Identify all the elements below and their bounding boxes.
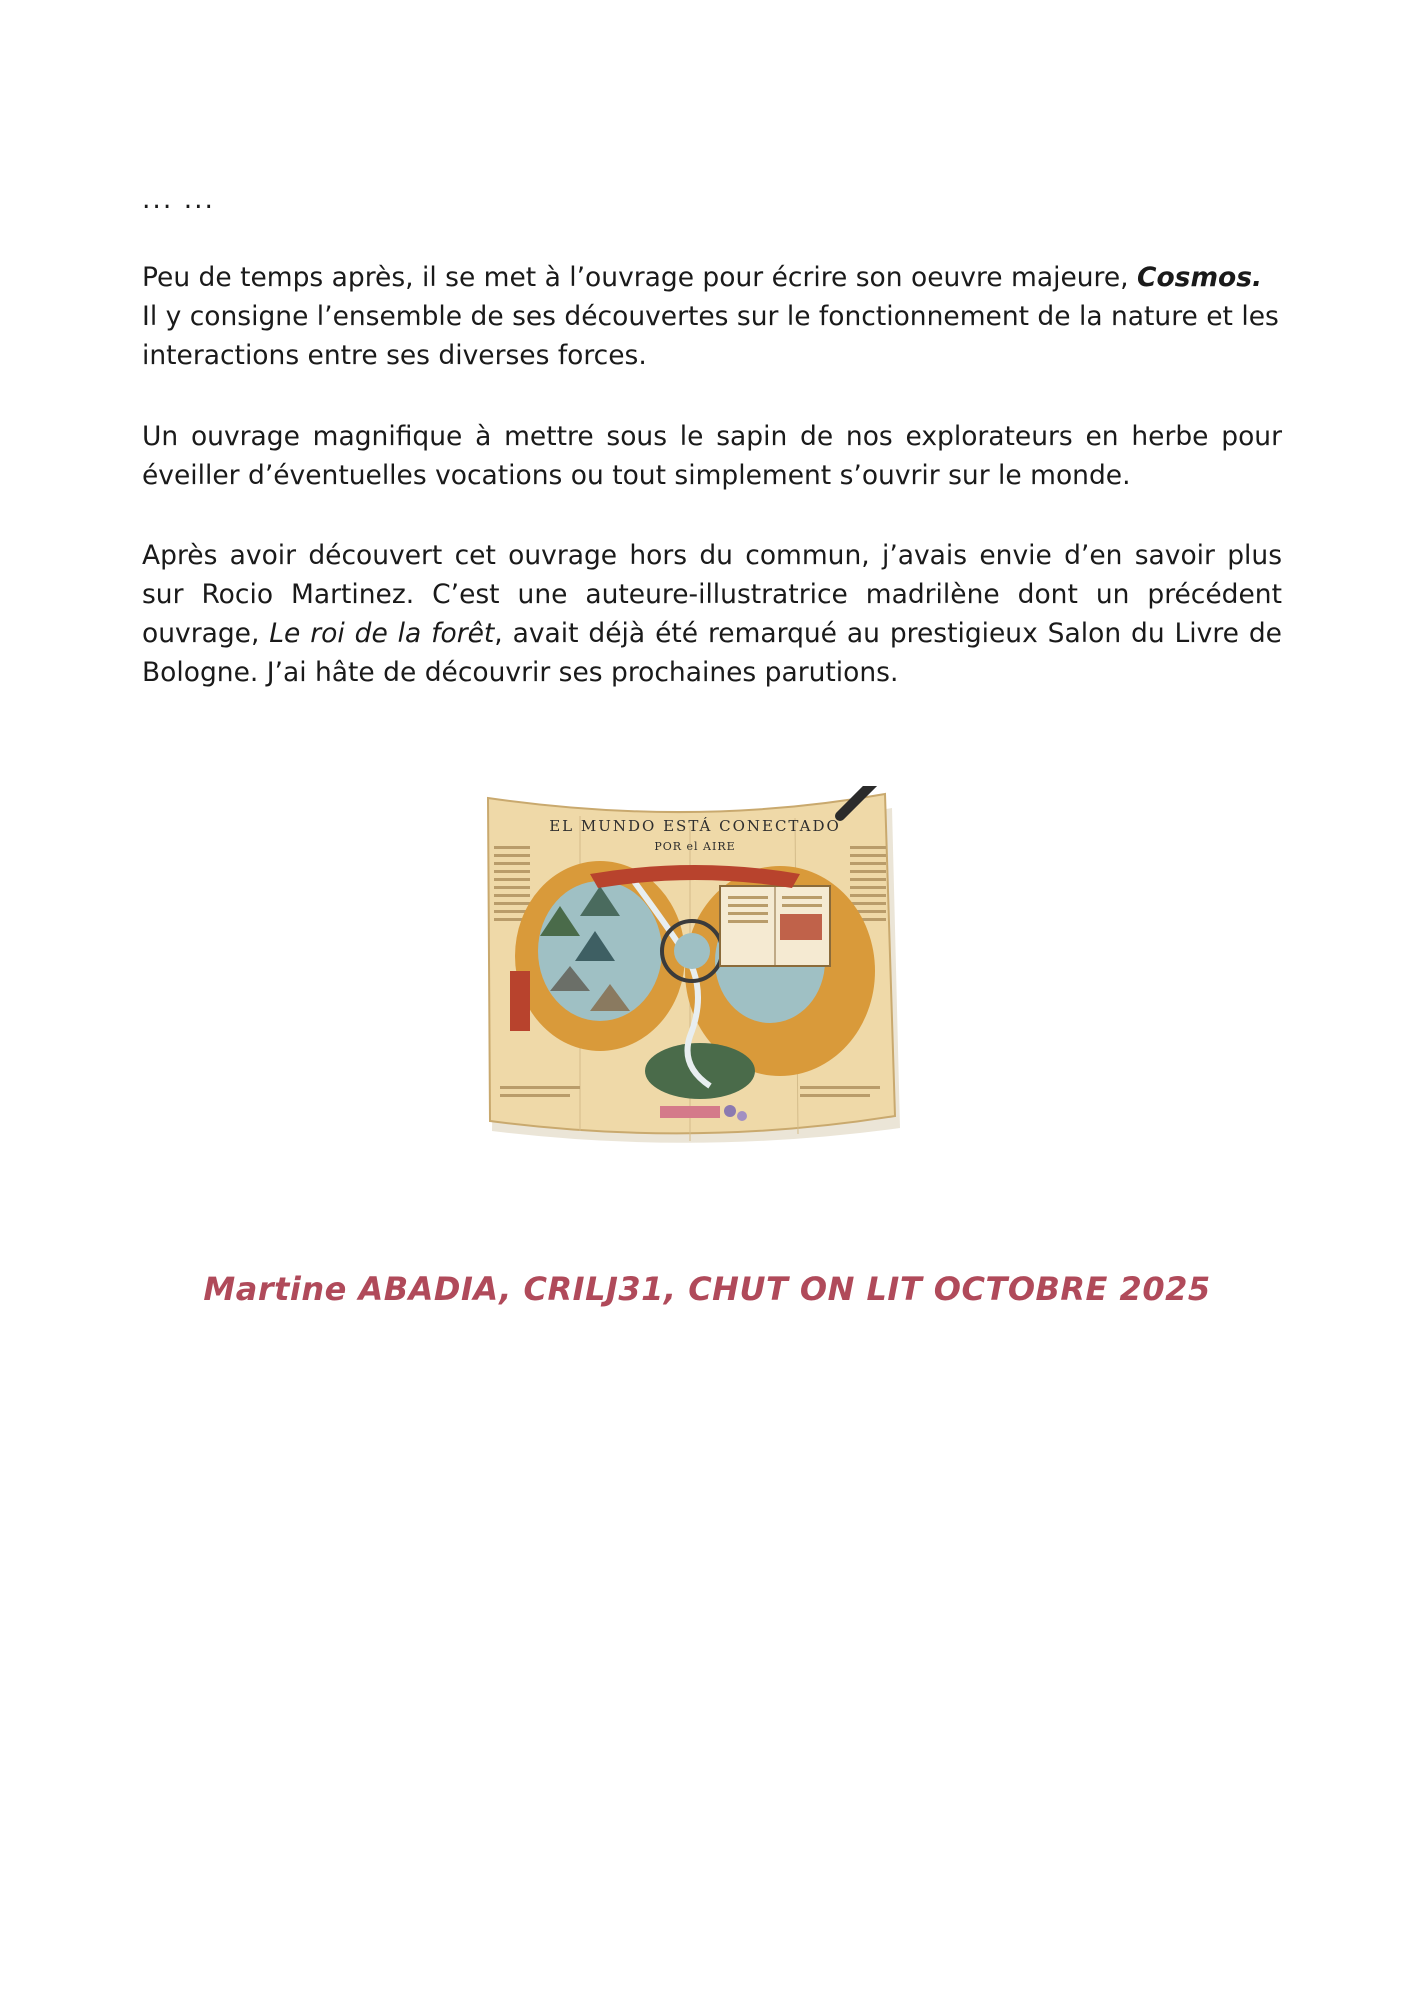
- paragraph-author: [142, 536, 1282, 692]
- book-title-roi-foret: Le roi de la forêt: [269, 618, 495, 649]
- paragraph-cosmos-line1: Peu de temps après, il se met à l’ouvrage pour écrire son oeuvre majeure,: [142, 262, 1138, 293]
- illustration-title: EL MUNDO ESTÁ CONECTADO: [549, 817, 841, 835]
- book-spread-illustration: [480, 786, 910, 1151]
- illustration-subtitle: POR el AIRE: [654, 840, 736, 853]
- paragraph-cosmos: [142, 258, 1282, 375]
- ellipsis-text: ... ...: [142, 184, 215, 215]
- paragraph-gift: Un ouvrage magnifique à mettre sous le sapin de nos explorateurs en herbe pour éveiller d’éventuelles vocations ou tout simplement s’ouvrir sur le monde.: [142, 421, 1282, 491]
- illustrated-map-image: [480, 786, 910, 1151]
- book-title-cosmos: Cosmos.: [1137, 262, 1263, 293]
- signature-credit: Martine ABADIA, CRILJ31, CHUT ON LIT OCTOBRE 2025: [203, 1270, 1211, 1308]
- paragraph-author-end: , avait déjà été remarqué au prestigieux Salon du Livre de Bologne. J’ai hâte de découvrir ses prochaines parutions.: [142, 618, 1282, 688]
- paragraph-author-intro: Après avoir découvert cet ouvrage hors du commun, j’avais envie d’en savoir plus sur Rocio Martinez. C’est une auteure-illustratrice madrilène dont un précédent ouvrage,: [142, 540, 1282, 649]
- paragraph-cosmos-rest: Il y consigne l’ensemble de ses découvertes sur le fonctionnement de la nature et les interactions entre ses diverses forces.: [142, 301, 1279, 371]
